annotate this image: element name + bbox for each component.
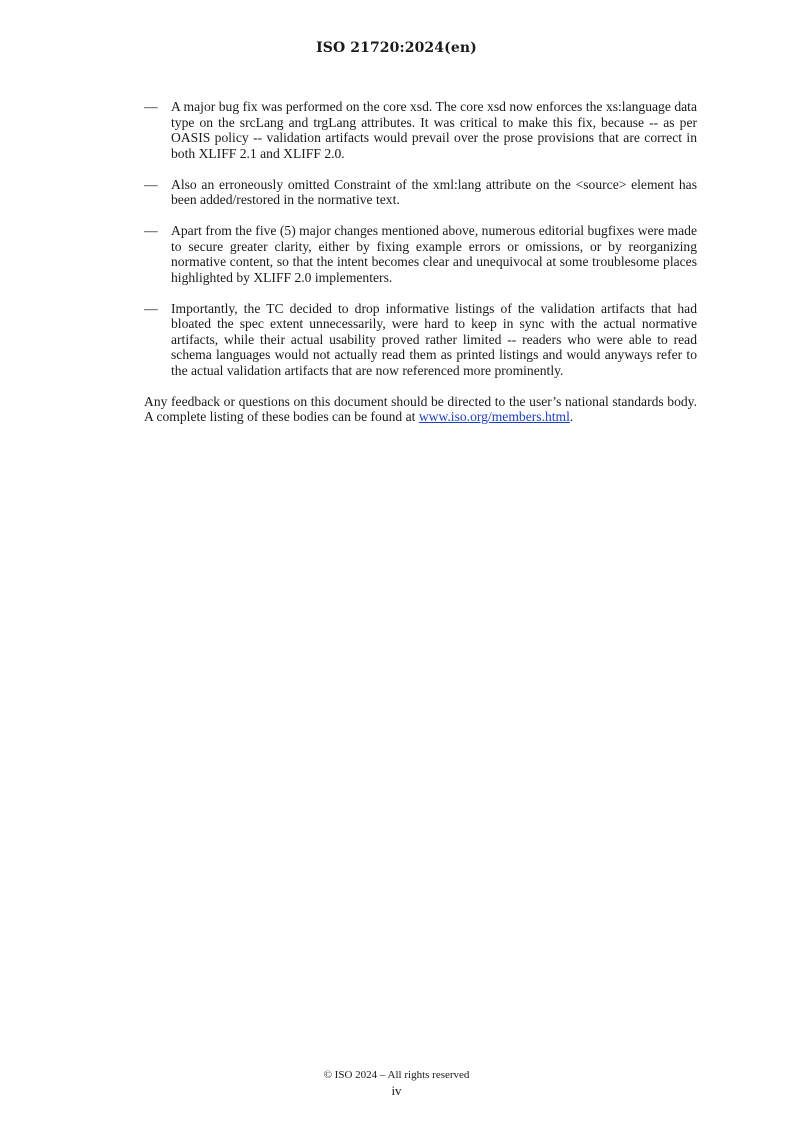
list-dash: — <box>144 300 158 316</box>
feedback-trailing: . <box>569 409 574 424</box>
list-item-text: Apart from the five (5) major changes mentioned above, numerous editorial bugfixes were made to secure greater clarity, either by fixing example errors or omissions, or by reorganizing normative content, so that the intent becomes clear and unequivocal at some troublesome places highlighted by XLIFF 2.0 implementers. <box>171 223 697 285</box>
list-dash: — <box>144 176 158 192</box>
list-dash: — <box>144 223 158 238</box>
change-list <box>144 99 697 378</box>
document-body <box>144 99 697 425</box>
list-item <box>144 223 697 285</box>
list-item-text: Importantly, the TC decided to drop informative listings of the validation artifacts that had bloated the spec extent unnecessarily, were hard to keep in sync with the actual normative artifacts, while their actual usability proved rather limited -- readers who were able to read schema languages would not actually read them as printed listings and would anyways refer to the actual validation artifacts that are now referenced more prominently. <box>171 300 697 378</box>
copyright-notice: © ISO 2024 – All rights reserved <box>323 1069 470 1081</box>
list-item-text: Also an erroneously omitted Constraint of the xml:lang attribute on the <source> element has been added/restored in the normative text. <box>171 176 697 207</box>
page-number: iv <box>391 1083 402 1098</box>
document-header-title: ISO 21720:2024(en) <box>316 40 477 56</box>
list-item <box>144 99 697 161</box>
list-dash: — <box>144 99 158 114</box>
members-link[interactable]: www.iso.org/members.html <box>418 409 570 424</box>
feedback-text: Any feedback or questions on this document should be directed to the user’s national standards body. A complete listing of these bodies can be found at <box>144 393 697 424</box>
page-footer <box>0 1068 793 1098</box>
feedback-paragraph <box>144 394 697 425</box>
list-item <box>144 301 697 379</box>
list-item <box>144 177 697 208</box>
list-item-text: A major bug fix was performed on the core xsd. The core xsd now enforces the xs:language data type on the srcLang and trgLang attributes. It was critical to make this fix, because -- as per OASIS policy -- validation artifacts would prevail over the prose provisions that are correct in both XLIFF 2.1 and XLIFF 2.0. <box>171 99 697 161</box>
